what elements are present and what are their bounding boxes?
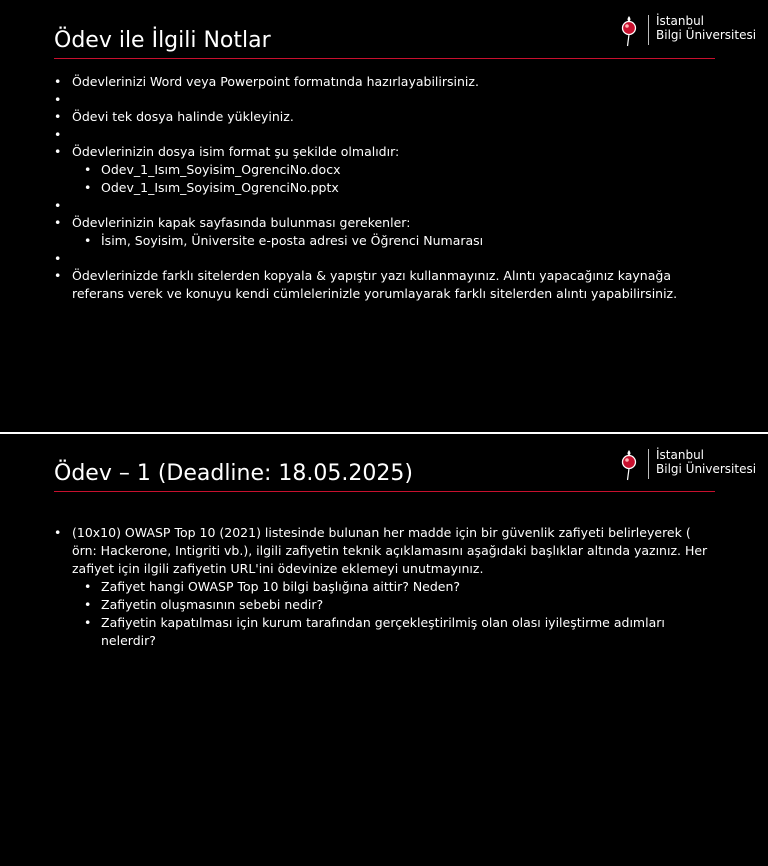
title-underline [54,491,715,492]
title-underline [54,58,715,59]
logo-line-1: İstanbul [656,448,705,462]
sub-list-item: • Zafiyet hangi OWASP Top 10 bilgi başlığına aittir? Neden? [72,578,714,596]
spacer [54,250,714,267]
sub-list-item: • Zafiyetin kapatılması için kurum tarafından gerçekleştirilmiş olan olası iyileştirme adımları nelerdir? [72,614,714,650]
file-format-list [72,161,714,197]
sub-list-item: • Odev_1_Isım_Soyisim_OgrenciNo.docx [72,161,714,179]
notes-list [54,73,714,303]
list-item [54,143,714,197]
assignment-list [54,524,714,650]
logo-text [656,14,756,42]
question-list [72,578,714,650]
spacer [54,126,714,143]
list-item [54,214,714,250]
logo-line-2: Bilgi Üniversitesi [656,28,757,42]
slide-notes [0,0,768,432]
logo-line-2: Bilgi Üniversitesi [656,462,757,476]
logo-separator [648,449,649,479]
list-item [54,524,714,650]
torch-icon [618,14,640,48]
university-logo [618,448,768,488]
logo-separator [648,15,649,45]
sub-list-item: • Zafiyetin oluşmasının sebebi nedir? [72,596,714,614]
list-item-text: Ödevlerinizin dosya isim format şu şekilde olmalıdır: [72,144,400,159]
sub-list-item: • İsim, Soyisim, Üniversite e-posta adresi ve Öğrenci Numarası [72,232,714,250]
torch-icon [618,448,640,482]
list-item: • Ödevlerinizi Word veya Powerpoint formatında hazırlayabilirsiniz. [54,73,714,91]
logo-text [656,448,756,476]
cover-items-list [72,232,714,250]
list-item: • Ödevi tek dosya halinde yükleyiniz. [54,108,714,126]
slide-title: Ödev ile İlgili Notlar [54,28,271,53]
slide-title: Ödev – 1 (Deadline: 18.05.2025) [54,461,413,486]
logo-line-1: İstanbul [656,14,705,28]
slide-assignment [0,434,768,866]
list-item-text: Ödevlerinizin kapak sayfasında bulunması gerekenler: [72,215,411,230]
list-item: • Ödevlerinizde farklı sitelerden kopyala & yapıştır yazı kullanmayınız. Alıntı yapacağınız kaynağa referans verek ve konuyu kendi cümlelerinizle yorumlayarak farklı sitelerden alıntı yapabilirsiniz. [54,267,714,303]
spacer [54,197,714,214]
university-logo [618,14,768,54]
spacer [54,91,714,108]
list-item-text: (10x10) OWASP Top 10 (2021) listesinde bulunan her madde için bir güvenlik zafiyeti belirleyerek ( örn: Hackerone, Intigriti vb.), ilgili zafiyetin teknik açıklamasını aşağıdaki başlıklar altında yazınız. Her zafiyet için ilgili zafiyetin URL'ini ödevinize eklemeyi unutmayınız. [72,525,708,576]
sub-list-item: • Odev_1_Isım_Soyisim_OgrenciNo.pptx [72,179,714,197]
